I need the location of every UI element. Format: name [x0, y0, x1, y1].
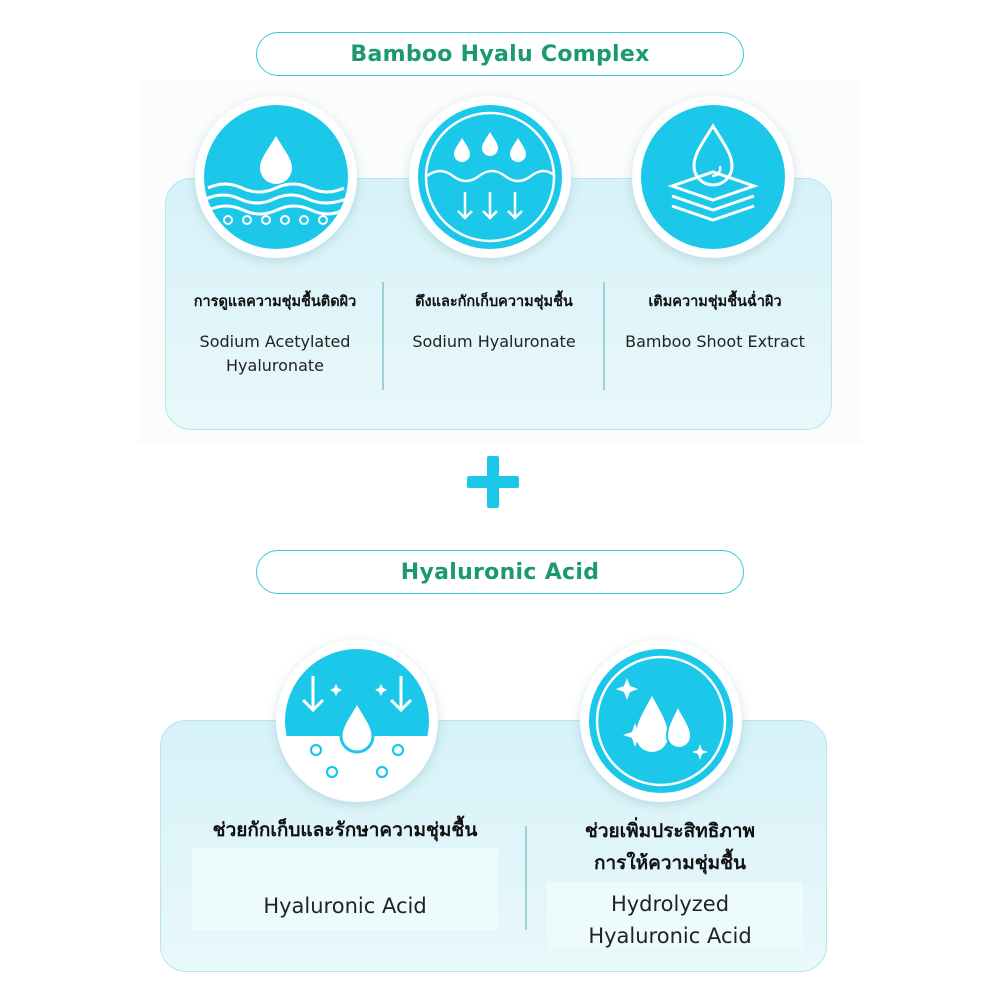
section1-item3-heading: เติมความชุ่มชื้นฉ่ำผิว	[648, 294, 782, 310]
section1-item1-heading: การดูแลความชุ่มชื้นติดผิว	[193, 294, 357, 310]
section1-item3-icon-ring	[632, 96, 794, 258]
section2-item2-heading	[545, 815, 795, 879]
section1-item1-detail	[170, 330, 380, 378]
drops-sparkle-icon	[580, 640, 742, 802]
section2-item2-heading-line2: การให้ความชุ่มชื้น	[593, 852, 747, 874]
section2-item1-icon-ring	[276, 640, 438, 802]
section1-title-pill	[256, 32, 744, 76]
section2-item2-icon-ring	[580, 640, 742, 802]
section1-divider-1	[382, 282, 384, 390]
water-drop-waves-icon	[195, 96, 357, 258]
section1-item2-icon-ring	[409, 96, 571, 258]
drop-absorb-icon	[276, 640, 438, 802]
section2-item1-detail: Hyaluronic Acid	[263, 894, 427, 918]
section2-item2-detail	[545, 888, 795, 952]
section1-item1-detail-line1: Sodium Acetylated	[199, 332, 351, 351]
section2-item2-detail-line1: Hydrolyzed	[610, 892, 730, 916]
section2-divider	[525, 826, 527, 930]
section2-item2-heading-line1: ช่วยเพิ่มประสิทธิภาพ	[584, 820, 756, 842]
section1-divider-2	[603, 282, 605, 390]
section2-title: Hyaluronic Acid	[400, 559, 600, 585]
plus-icon	[467, 456, 519, 508]
section2-title-pill	[256, 550, 744, 594]
section1-item1-icon-ring	[195, 96, 357, 258]
drop-layers-icon	[632, 96, 794, 258]
section1-item2-heading: ดึงและกักเก็บความชุ่มชื้น	[415, 294, 573, 310]
section1-item2-detail: Sodium Hyaluronate	[412, 332, 576, 351]
section1-item1-detail-line2: Hyaluronate	[226, 356, 324, 375]
drops-penetrating-icon	[409, 96, 571, 258]
section2-item1-heading: ช่วยกักเก็บและรักษาความชุ่มชื้น	[212, 819, 478, 841]
section1-title: Bamboo Hyalu Complex	[350, 41, 650, 67]
section1-item3-detail: Bamboo Shoot Extract	[625, 332, 805, 351]
section2-item2-detail-line2: Hyaluronic Acid	[588, 924, 752, 948]
